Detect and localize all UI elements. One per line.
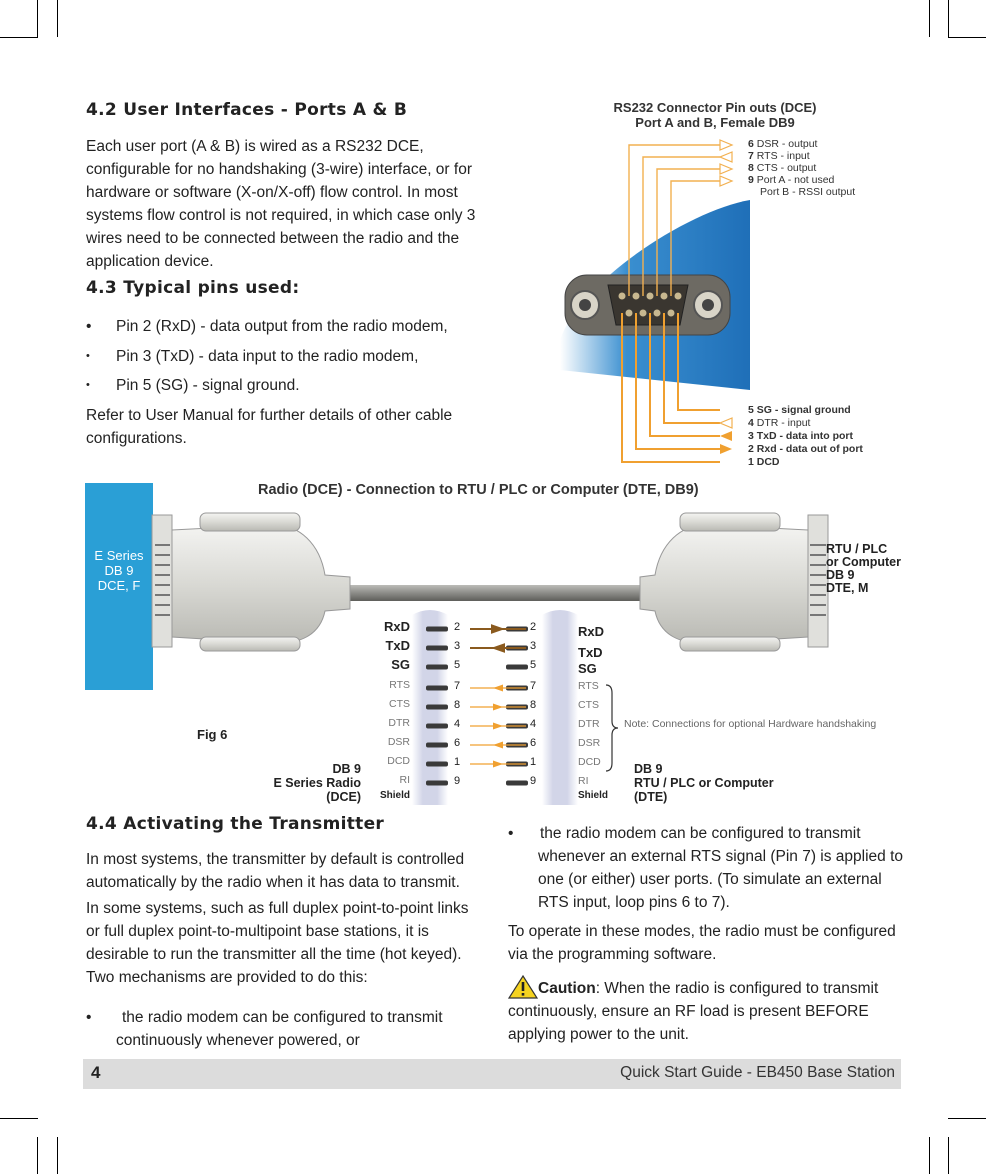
crop-mark [929,1137,930,1174]
dce-footer-label: DB 9 E Series Radio (DCE) [273,762,361,804]
pin-label-right: RxD [578,624,605,639]
section-heading-4-3: 4.3 Typical pins used: [86,278,300,298]
pin-number-right: 3 [530,640,537,652]
paragraph-full-duplex: In some systems, such as full duplex point-to-point links or full duplex point-to-multipoint base stations, it is desirable to run the transmitter all the time (hot keyed). [86,900,469,963]
pin-number-right: 1 [530,756,537,768]
pin-number-right: 2 [530,621,537,633]
rs232-pin-label: 8 CTS - output [748,162,817,174]
list-item: • Pin 5 (SG) - signal ground. [86,374,486,397]
pin-number-right: 8 [530,699,537,711]
footer-title: Quick Start Guide - EB450 Base Station [620,1064,895,1081]
crop-mark [948,0,949,37]
caution-label: Caution [538,980,596,997]
figure-caption: Fig 6 [197,727,228,742]
crop-mark [0,1118,38,1119]
pin-label-left: DCD [387,755,410,767]
pin-number-left: 9 [454,775,461,787]
pin-number-right: 9 [530,775,537,787]
pin-number-left: 6 [454,737,461,749]
text-line: Each user port (A & B) is wired as a RS232 DCE, [86,138,424,155]
rs232-diagram-title: RS232 Connector Pin outs (DCE) Port A and B, Female DB9 [613,100,817,130]
rs232-pin-label: 6 DSR - output [748,138,818,150]
text-line: wires need to be connected between the radio and the [86,230,460,247]
list-item: • Pin 2 (RxD) - data output from the radio modem, [86,315,486,338]
bullet-icon: • [86,318,92,335]
pin-label-left: DTR [388,717,410,729]
db9-plug-right [640,525,808,643]
shield-label-left: Shield [379,790,410,801]
pin-row-labels [370,605,620,805]
pin-label-left: RTS [389,679,410,691]
crop-mark [0,37,38,38]
pin-label-right: TxD [578,645,603,660]
pin-label-right: CTS [578,699,599,711]
pin-number-right: 5 [530,659,537,671]
rs232-connector-diagram [540,130,900,475]
pin-label-left: TxD [385,638,410,653]
caution-notice: Caution: When the radio is configured to transmit continuously, ensure an RF load is present BEFORE applying power to the unit. [508,975,908,1046]
cable-wire [350,585,640,601]
text-line: systems flow control is not required, in which case only 3 [86,207,476,224]
dte-connector-label: RTU / PLC or Computer DB 9 DTE, M [826,542,901,595]
pin-number-right: 4 [530,718,537,730]
page-footer [83,1059,901,1089]
pin-label-left: CTS [389,698,410,710]
pin-label-right: DSR [578,737,601,749]
warning-icon [508,975,538,999]
pin-label-right: DCD [578,756,601,768]
list-item: • the radio modem can be configured to transmit whenever an external RTS signal (Pin 7) is applied to one (or either) user ports. (To simulate an external RTS input, loop pins 6 to 7). [508,822,908,914]
pin-label-right: RI [578,775,589,787]
list-item: • the radio modem can be configured to transmit continuously whenever powered, or [86,1006,486,1052]
paragraph-default-control: In most systems, the transmitter by default is controlled automatically by the radio when it has data to transmit. [86,851,465,891]
rs232-pin-label: 7 RTS - input [748,150,810,162]
bullet-icon: • [86,1009,92,1026]
crop-mark [948,1118,986,1119]
crop-mark [929,0,930,37]
pin-number-right: 6 [530,737,537,749]
paragraph-cable-note: Refer to User Manual for further details of other cable configurations. [86,407,453,447]
rs232-pin-label: 1 DCD [748,456,780,468]
bullet-icon: • [86,379,90,391]
pin-number-left: 4 [454,718,461,730]
rs232-pin-label: 2 Rxd - data out of port [748,443,863,455]
crop-mark [948,37,986,38]
bullet-icon: • [86,350,90,362]
dte-footer-label: DB 9 RTU / PLC or Computer (DTE) [634,762,774,804]
text-line: hardware or software (X-on/X-off) flow control. In most [86,184,458,201]
crop-mark [57,1137,58,1174]
pin-number-left: 2 [454,621,461,633]
rs232-pin-label: 9 Port A - not used [748,174,835,186]
paragraph-programming: To operate in these modes, the radio must be configured via the programming software. [508,923,896,963]
pin-number-left: 8 [454,699,461,711]
pin-number-right: 7 [530,680,537,692]
rs232-pin-label: 5 SG - signal ground [748,404,851,416]
list-item: • Pin 3 (TxD) - data input to the radio modem, [86,345,486,368]
bullet-icon: • [508,825,514,842]
pin-number-left: 3 [454,640,461,652]
pin-label-left: RxD [383,619,410,634]
paragraph-user-interfaces [86,135,486,273]
db9-plug-left [172,525,350,643]
rs232-pin-label: 4 DTR - input [748,417,811,429]
crop-mark [57,0,58,37]
pin-label-left: RI [399,774,410,786]
rs232-pin-label: 3 TxD - data into port [748,430,854,442]
handshake-note: Note: Connections for optional Hardware handshaking [624,718,877,730]
text-line: application device. [86,253,214,270]
section-heading-4-4: 4.4 Activating the Transmitter [86,814,385,834]
rs232-pin-label: Port B - RSSI output [760,186,856,198]
crop-mark [948,1137,949,1174]
pin-number-left: 1 [454,756,461,768]
text-line: configurable for no handshaking (3-wire) interface, or for [86,161,472,178]
pin-label-right: DTR [578,718,600,730]
section-heading-4-2: 4.2 User Interfaces - Ports A & B [86,100,408,120]
pin-number-left: 7 [454,680,461,692]
handshake-brace [604,683,620,773]
shield-label-right: Shield [578,790,609,801]
crop-mark [37,1137,38,1174]
crop-mark [37,0,38,37]
pin-label-right: SG [578,661,597,676]
pin-label-left: DSR [387,736,410,748]
fig6-title: Radio (DCE) - Connection to RTU / PLC or Computer (DTE, DB9) [258,482,699,498]
pin-label-left: SG [391,657,410,672]
radio-port-label: E Series DB 9 DCE, F [94,548,144,593]
pin-number-left: 5 [454,659,461,671]
page-number: 4 [91,1063,101,1082]
paragraph-mechanisms: Two mechanisms are provided to do this: [86,969,368,986]
pin-label-right: RTS [578,680,599,692]
